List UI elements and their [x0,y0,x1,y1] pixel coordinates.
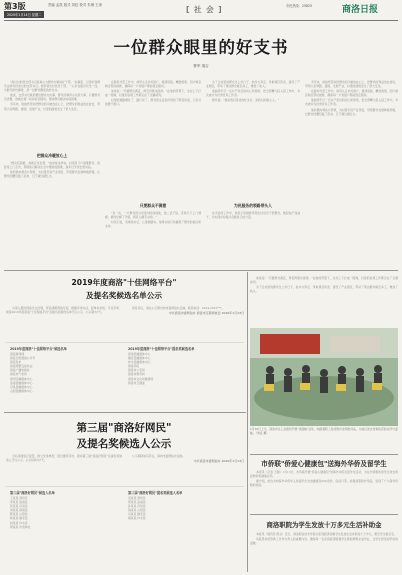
list-item: 商洛发布 [10,360,22,365]
list-item: 商州区融媒体中心 [10,376,33,381]
paragraph: 在脱贫攻坚工作中，他带头走访贫困户，摸清底数，精准施策，因户制宜制定帮扶措施，确保每一户贫困户都能稳定脱贫。 [105,80,201,89]
subheading: 只要群众不满意 [139,203,167,208]
subheading: 把群众冷暖放心上 [36,153,68,158]
notice2-band [6,486,244,487]
list-item: 钱某某 山阳县 [128,508,146,513]
paragraph: 他常说："只要群众满意，再苦再累也值得。"在他的带领下，全村上下拧成一股绳，村里的各项工作都走在了全镇前列。 [250,276,398,285]
article3-title: 商洛职院为学生发放十万多元生活补助金 [266,521,382,529]
list-item: 周某某 市直单位 [10,524,31,529]
paragraph: 群众说："他是我们身边的好支书，是我们的贴心人。" [212,98,279,103]
list-item: 商南县融媒体中心 [128,352,151,356]
section-label: [ 社 会 ] [186,5,223,14]
list-item: 商洛市气象局 [10,372,27,377]
list-item: 镇安县融媒体中心 [128,356,151,361]
notice1-list2 [128,352,244,404]
paragraph: 如有异议，请在公示期内向市委网信办反映。联系电话：0914-2325***。 [132,306,225,310]
article-divider [250,514,398,515]
list-item: 褚某某 柞水县 [128,516,146,521]
header-date: 2020年1月14日 星期二 [4,11,44,18]
list-item: 张某某 丹凤县 [10,504,28,509]
paragraph: 他积极协调各方资源，为村里引进产业项目，带领群众发展种植养殖，让群众的腰包鼓了起来，日子越过越红火。 [305,107,398,116]
article2-body [250,470,398,510]
article-column-2 [105,80,201,200]
list-item: 刘某某 商南县 [10,508,28,513]
article-divider [250,454,398,455]
paragraph: 多年来，他始终坚持把群众的冷暖放在心上，把群众的利益放在首位，带领大家修路、建园、发展产业，村里的面貌发生了很大变化。 [305,80,398,89]
article-byline: 曹军 瑞吉 [193,64,209,68]
paragraph: 村里的道路硬化了，路灯亮了，群众的生活条件得到了明显改善，大家对他赞不绝口。 [105,98,201,107]
article-headline: 一位群众眼里的好支书 [113,38,289,57]
paragraph: 本报讯（记者 王刚）1月13日，市侨联开展"侨爱心健康包"送海外华侨及留学生活动，为在外侨胞和留学生送去防疫物资和健康关怀。 [250,470,398,479]
paragraph: 为深入推进网络生态治理，营造清朗网络空间，根据评选办法，经单位申报、专家评审，现将2019年度商洛"十佳网络平台"及提名奖候选名单予以公示，公示期为7天。 [6,306,122,315]
list-item: 商洛市教育局 [128,372,145,377]
list-item: 商洛学院 [128,364,140,369]
notice1-body-right [126,306,244,340]
paragraph: 他积极协调各方资源，为村里引进产业项目，带领群众发展种植养殖，让群众的腰包鼓了起来，日子越过越红火。 [4,170,100,179]
list-item: 商洛市公安局 [128,368,145,373]
newspaper-logo: 商洛日报 [342,5,379,15]
paragraph: 为弘扬网络正能量，树立先进典型，经过推荐评选，现将第三届"商洛好网民"及提名奖候选人予以公示，公示时间为7天。 [6,454,122,463]
notice2-body-left [6,454,122,484]
notice-divider [4,412,246,413]
notice2-list1-title: 第三届"商洛好网民"候选人名单 [10,491,55,495]
subheading: 为民服务的领路带头人 [234,203,272,208]
notice2-title-line2: 及提名奖候选人公示 [76,438,172,450]
right-column-text [250,276,398,326]
photo-caption: 1月10日上午，商洛市总工会组织开展"送温暖"活动，向困难职工发放慰问金和慰问品，为他们送去党和政府的关怀与温暖。（刘亚 摄） [250,427,398,435]
list-item: 柞水县融媒体中心 [128,360,151,365]
notice2-list2-title: 第三届"商洛好网民"提名奖候选人名单 [128,491,183,495]
article3-body [250,532,398,572]
paragraph: 多年来，他始终坚持把群众的冷暖放在心上，把群众的利益放在首位，带领大家修路、建园、发展产业，村里的面貌发生了很大变化。 [4,102,100,111]
paragraph: "我们村的党支部书记是真心为群众办事的好干部。"在镇里，记者听到群众这样评价他们的支部书记。他带领全村党员干部，一心扑在脱贫攻坚一线，为群众排忧解难，是一位群众眼里的好支书。 [4,80,100,93]
paragraph: "群众有困难，我就应该去帮。"他常常这样说。村里有几户困难群众，他经常上门走访，帮助他们解决生活中遇到的困难，逢年过节送去慰问品。 [4,161,100,170]
list-item: 商洛新闻网 [10,352,24,356]
list-item: 吴某某 商州区 [128,496,146,500]
section-divider [4,270,398,271]
notice1-list2-title: 2019年度商洛"十佳网络平台"提名奖候选名单 [128,347,195,351]
paragraph: 村民们说，有事找书记，心里就踏实。他用实际行动赢得了群众的信任和支持。 [105,220,201,229]
article-column-4 [305,80,398,266]
list-item: 郑某某 洛南县 [128,500,146,505]
paragraph: 据介绍，此次共向海外华侨华人和留学生发放健康包500余份，包括口罩、消毒液等防护用品，受到了广大海外侨胞的欢迎。 [250,479,398,488]
list-item: 赵某某 柞水县 [10,520,28,525]
paragraph: 他始终牢记一名共产党员的初心和使命，把全部精力投入到工作中，多次被评为优秀党务工作者。 [206,89,300,98]
article-column-1 [4,80,100,150]
list-item: 商洛市卫健委 [128,380,145,385]
list-item: 孙某某 丹凤县 [128,504,146,509]
notice1-title-line1: 2019年度商洛"十佳网络平台" [71,278,177,287]
list-item: 陈某某 山阳县 [10,512,28,517]
paragraph: 本报讯（通讯员 陈文）近日，商洛职业技术学院为家庭经济困难学生发放生活补助金十万多元，惠及学生数百名。 [256,532,397,536]
notice1-body-left [6,306,122,340]
notice1-band [6,342,244,343]
column-divider [247,272,248,572]
list-item: 商洛市文化和旅游局 [128,376,154,381]
header-rule [4,20,398,21]
list-item: 商洛网警巡查执法 [10,364,33,369]
notice2-list1 [10,496,120,570]
notice1-title-line2: 及提名奖候选名单公示 [86,291,162,300]
paragraph: 他常说："只要群众满意，再苦再累也值得。"在他的带领下，全村上下拧成一股绳，村里的各项工作都走在了全镇前列。 [105,89,201,98]
masthead [0,0,402,20]
list-item: 杨某某 镇安县 [10,516,28,521]
notice2-signature: 中共商洛市委网信办 2020年1月13日 [193,459,244,464]
paragraph: 为了让村里的群众过上好日子，他多方奔走，争取项目资金，建设了产业园区，带动了周边群众就近务工，增加了收入。 [250,285,398,294]
list-item: 山阳县融媒体中心 [10,388,33,393]
list-item: 丹凤县融媒体中心 [10,384,33,389]
list-item: 商洛广播电视台 [10,368,30,373]
notice2-title-line1: 第三届"商洛好网民" [76,422,172,434]
paragraph: 在今后的工作中，他表示将继续带领全村党员干部群众，撸起袖子加油干，为实现乡村振兴贡献自己的力量。 [206,211,300,220]
article-column-2b [105,211,201,266]
page-number: 第3版 [4,2,26,11]
article-column-1b [4,161,100,229]
notice1-list1 [10,352,120,404]
paragraph: 为了让村里的群众过上好日子，他多方奔走，争取项目资金，建设了产业园区，带动了周边群众就近务工，增加了收入。 [206,80,300,89]
news-photo [250,328,398,426]
paragraph: 该院坚持把资助工作作为育人的重要内容，确保每一名家庭经济困难学生都能顺利完成学业，让学生感受到学校的温暖。 [250,537,398,546]
notice1-list1-title: 2019年度商洛"十佳网络平台"候选名单 [10,347,67,351]
list-item: 王某某 商州区 [10,496,28,500]
paragraph: 在脱贫攻坚工作中，他带头走访贫困户，摸清底数，精准施策，因户制宜制定帮扶措施，确保每一户贫困户都能稳定脱贫。 [305,89,398,98]
article-column-3 [206,80,300,200]
header-meta-right: 市民热线：25825 [286,4,313,8]
notice2-list2 [128,496,244,570]
list-item: 洛南县融媒体中心 [10,380,33,385]
list-item: 冯某某 镇安县 [128,512,146,517]
paragraph: 他始终牢记一名共产党员的初心和使命，把全部精力投入到工作中，多次被评为优秀党务工作者。 [305,98,398,107]
header-meta-left: 责编 孟凯 版式 刘虹 校对 朱琳 王涛 [48,3,102,7]
paragraph: "有一次，一户群众因为邻里纠纷找到他，他二话不说，连续几天上门调解，最终化解了矛盾，两家人握手言和。" [105,211,201,220]
list-item: 李某某 洛南县 [10,500,28,505]
article2-title: 市侨联"侨爱心健康包"送海外华侨及留学生 [261,460,387,468]
paragraph: 公示期间如有异议，请向市委网信办反映。 [132,454,186,458]
notice1-signature: 中共商洛市委网信办 商洛市互联网协会 2020年1月13日 [168,311,244,316]
paragraph: 他说，支部书记就是要给群众办实事，群众的事再小也是大事，只要群众有需要，他就会第一时间赶到现场，帮助群众解决实际困难。 [4,93,100,102]
article-column-3b [206,211,300,266]
notice2-body-right [126,454,244,484]
list-item: 商洛日报微信公众号 [10,356,36,361]
